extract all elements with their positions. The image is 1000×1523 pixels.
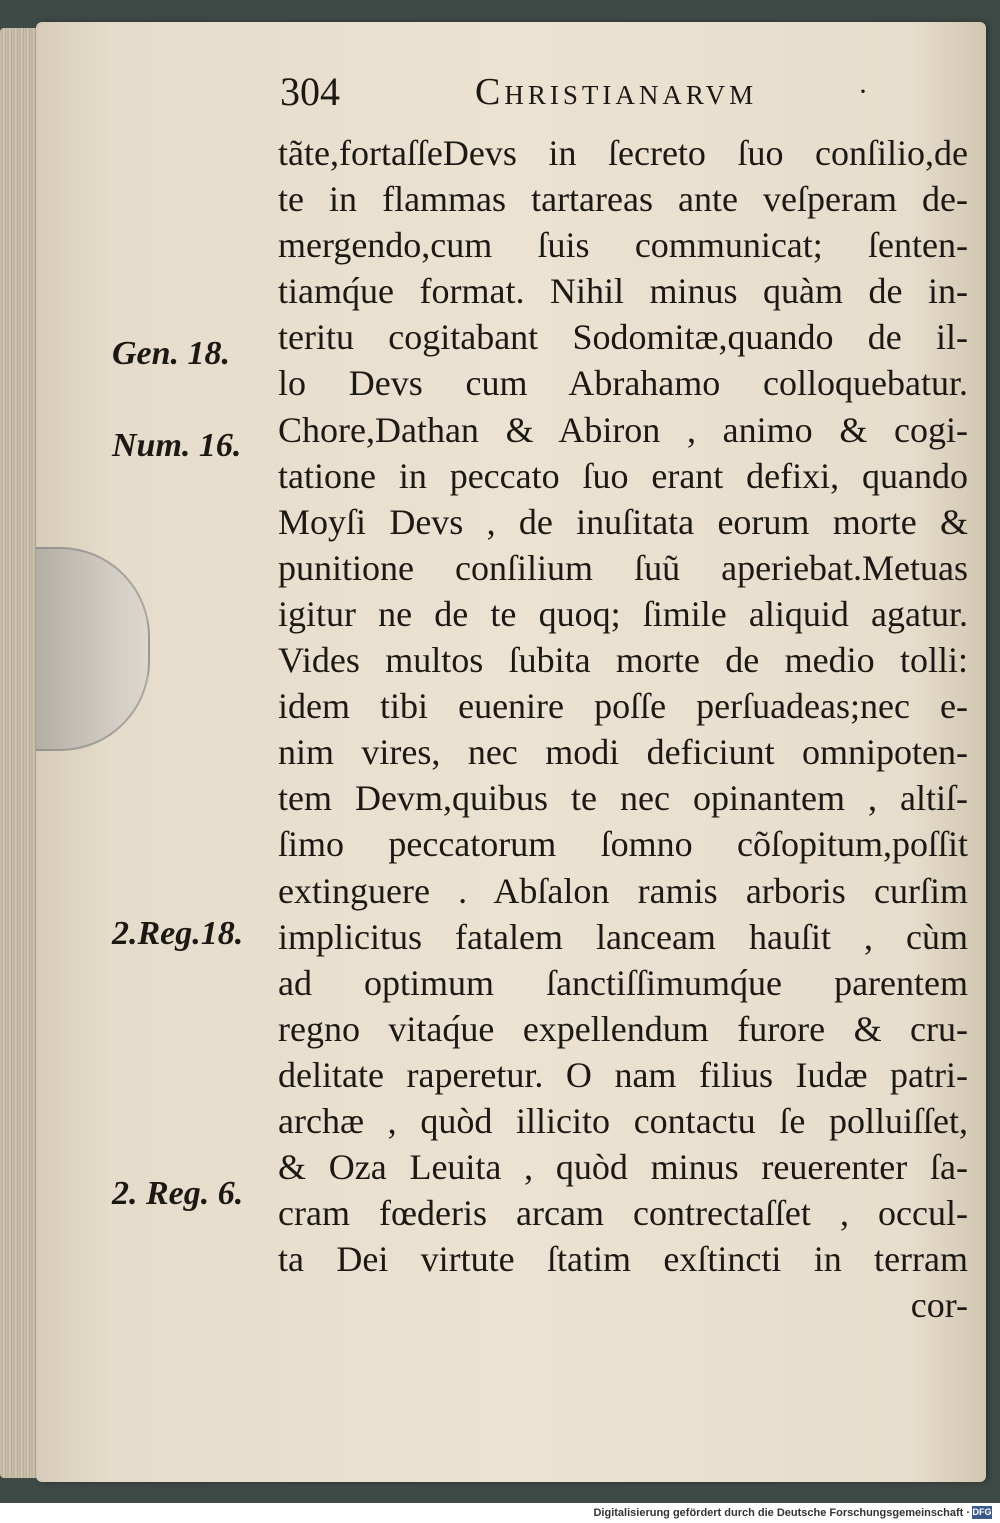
page-number: 304 (280, 69, 340, 114)
text-line: Chore,Dathan & Abiron , animo & cogi- (278, 409, 968, 450)
catchword: cor- (910, 1285, 968, 1326)
margin-note: 2.Reg.18. (112, 915, 244, 952)
text-line: Vides multos ſubita morte de medio tolli: (278, 640, 968, 681)
text-line: cram fœderis arcam contrectaſſet , occul- (278, 1193, 968, 1234)
text-line: igitur ne de te quoq; ſimile aliquid agatur. (278, 593, 968, 634)
text-line: archæ , quòd illicito contactu ſe polluiſſet, (278, 1100, 968, 1141)
text-line: mergendo,cum ſuis communicat; ſenten- (278, 225, 968, 266)
text-line: regno vitaq́ue expellendum furore & cru- (278, 1008, 968, 1049)
text-line: lo Devs cum Abrahamo colloquebatur. (278, 363, 968, 404)
text-line: nim vires, nec modi deficiunt omnipoten- (278, 732, 968, 773)
body-text (278, 130, 968, 1328)
text-line: tãte,fortaſſeDevs in ſecreto ſuo conſilio,de (278, 133, 968, 173)
text-line: Moyſi Devs , de inuſitata eorum morte & (278, 501, 968, 542)
text-line: extinguere . Abſalon ramis arboris curſim (278, 870, 968, 911)
text-line: tatione in peccato ſuo erant defixi, quando (278, 455, 968, 496)
margin-note: Gen. 18. (112, 335, 231, 372)
running-head-ornament: · (858, 75, 868, 108)
dfg-logo: DFG (972, 1507, 992, 1517)
margin-note: 2. Reg. 6. (112, 1175, 244, 1212)
text-line: tem Devm,quibus te nec opinantem , altiſ- (278, 778, 968, 819)
funding-credit: Digitalisierung gefördert durch die Deutsche Forschungsgemeinschaft · (593, 1507, 970, 1519)
text-line: ta Dei virtute ſtatim exſtincti in terram (278, 1239, 968, 1280)
text-line: te in flammas tartareas ante veſperam de- (278, 179, 968, 220)
text-line: idem tibi euenire poſſe perſuadeas;nec e- (278, 686, 968, 727)
text-line: punitione conſilium ſuũ aperiebat.Metuas (278, 547, 968, 588)
margin-note: Num. 16. (112, 427, 242, 464)
text-line: delitate raperetur. O nam filius Iudæ patri- (278, 1054, 968, 1095)
page-clip (36, 547, 150, 751)
running-head (280, 62, 880, 122)
text-line: ſimo peccatorum ſomno cõſopitum,poſſit (278, 824, 968, 865)
text-line: implicitus fatalem lanceam hauſit , cùm (278, 916, 968, 957)
text-line: & Oza Leuita , quòd minus reuerenter ſa- (278, 1147, 968, 1188)
running-title: Christianarvm (475, 71, 758, 113)
text-line: teritu cogitabant Sodomitæ,quando de il- (278, 317, 968, 358)
text-line: ad optimum ſanctiſſimumq́ue parentem (278, 962, 968, 1003)
text-line: tiamq́ue format. Nihil minus quàm de in- (278, 271, 968, 312)
